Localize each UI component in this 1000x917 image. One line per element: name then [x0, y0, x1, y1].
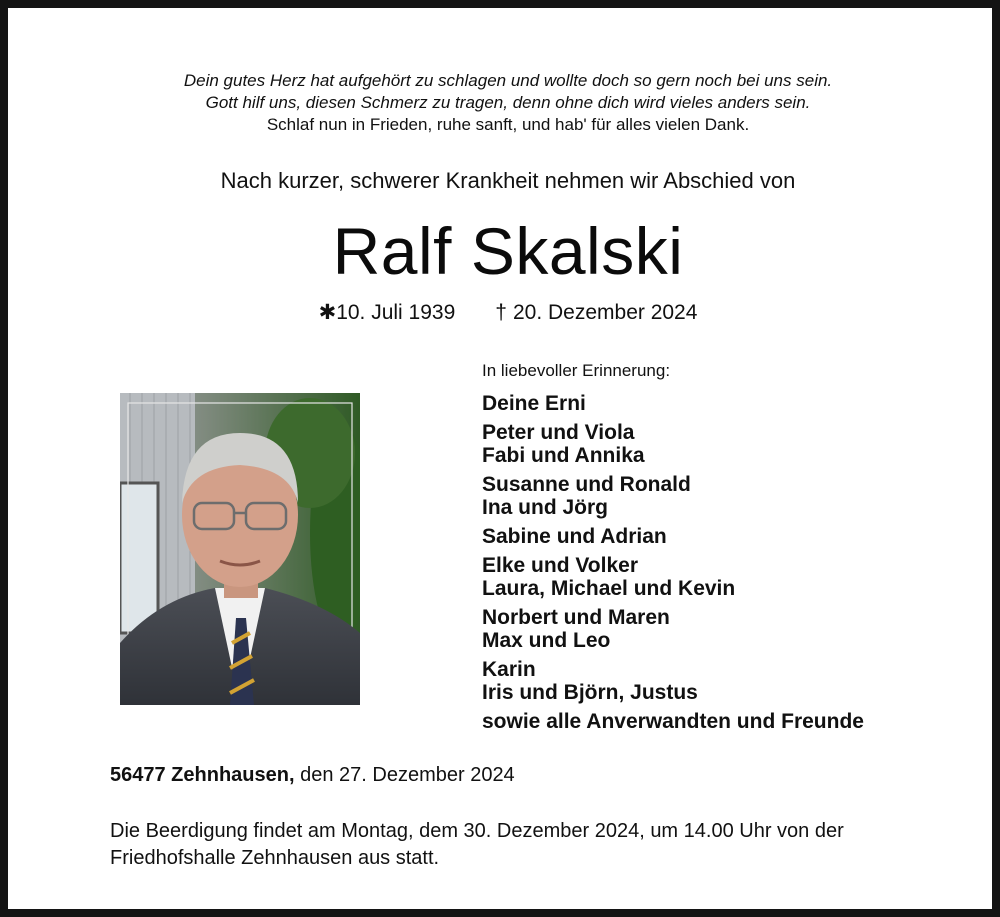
family-member-line: Fabi und Annika	[482, 444, 645, 467]
death-cross-icon: †	[495, 301, 507, 324]
memory-label: In liebevoller Erinnerung:	[482, 361, 671, 380]
place-location: 56477 Zehnhausen,	[110, 764, 295, 786]
family-member-line: Ina und Jörg	[482, 496, 608, 519]
portrait-photo	[120, 393, 360, 705]
family-group	[482, 554, 864, 600]
family-member-line: Deine Erni	[482, 392, 586, 415]
place-date-text: den 27. Dezember 2024	[300, 764, 515, 786]
family-member-line: Sabine und Adrian	[482, 525, 667, 548]
family-member-line: Elke und Volker	[482, 554, 638, 577]
family-group	[482, 658, 864, 704]
family-member-line: Laura, Michael und Kevin	[482, 577, 736, 600]
family-group	[482, 392, 864, 415]
intro-text: Nach kurzer, schwerer Krankheit nehmen wir Abschied von	[220, 168, 796, 193]
funeral-notice: Die Beerdigung findet am Montag, dem 30. Dezember 2024, um 14.00 Uhr von der Friedhofshalle Zehnhausen aus statt.	[110, 820, 844, 869]
death-date: 20. Dezember 2024	[512, 301, 698, 324]
family-member-line: Norbert und Maren	[482, 606, 670, 629]
birth-date: 10. Juli 1939	[336, 301, 456, 324]
deceased-name: Ralf Skalski	[332, 214, 684, 288]
birth-star-icon: ✱	[318, 301, 337, 324]
family-member-line: Max und Leo	[482, 629, 611, 652]
family-member-line: Peter und Viola	[482, 421, 635, 444]
family-group	[482, 525, 864, 548]
family-member-line: Karin	[482, 658, 536, 681]
family-list	[482, 392, 864, 739]
verse-line-2: Gott hilf uns, diesen Schmerz zu tragen, denn ohne dich wird vieles anders sein.	[205, 93, 811, 112]
family-group	[482, 473, 864, 519]
verse-line-3: Schlaf nun in Frieden, ruhe sanft, und hab' für alles vielen Dank.	[266, 115, 750, 134]
family-member-line: sowie alle Anverwandten und Freunde	[482, 710, 864, 733]
family-group	[482, 710, 864, 733]
family-group	[482, 606, 864, 652]
family-member-line: Iris und Björn, Justus	[482, 681, 698, 704]
family-member-line: Susanne und Ronald	[482, 473, 691, 496]
verse-line-1: Dein gutes Herz hat aufgehört zu schlagen und wollte doch so gern noch bei uns sein.	[183, 71, 833, 90]
place-date	[110, 764, 515, 787]
family-group	[482, 421, 864, 467]
life-dates	[8, 300, 1000, 325]
